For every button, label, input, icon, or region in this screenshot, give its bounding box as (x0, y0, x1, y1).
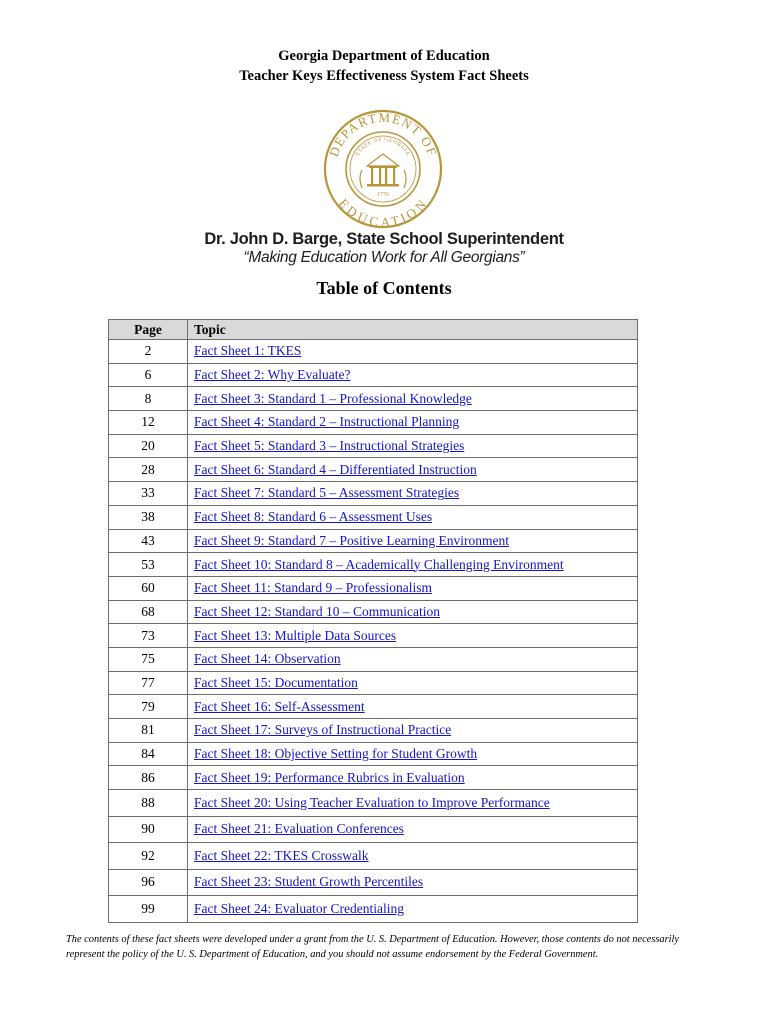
topic-cell (188, 600, 638, 624)
page-number-cell: 20 (109, 434, 188, 458)
disclaimer-text: The contents of these fact sheets were developed under a grant from the U. S. Department of Education. However, those contents do not necessarily represent the policy of the U. S. Department of Education, and you should not assume endorsement by the Federal Government. (66, 934, 680, 960)
topic-cell (188, 766, 638, 790)
table-row (109, 742, 638, 766)
toc-body (109, 340, 638, 923)
topic-link[interactable]: Fact Sheet 15: Documentation (194, 674, 358, 690)
topic-link[interactable]: Fact Sheet 14: Observation (194, 651, 341, 667)
page-number-cell: 43 (109, 529, 188, 553)
table-row (109, 529, 638, 553)
page-number-cell: 81 (109, 719, 188, 743)
topic-cell (188, 340, 638, 364)
col-header-topic: Topic (188, 320, 638, 340)
page-number-cell: 60 (109, 576, 188, 600)
toc-header-row (109, 320, 638, 340)
table-row (109, 647, 638, 671)
table-row (109, 869, 638, 896)
topic-link[interactable]: Fact Sheet 23: Student Growth Percentiles (194, 874, 424, 890)
topic-cell (188, 742, 638, 766)
topic-cell (188, 647, 638, 671)
page-number-cell: 73 (109, 624, 188, 648)
topic-link[interactable]: Fact Sheet 3: Standard 1 – Professional Knowledge (194, 390, 472, 406)
topic-link[interactable]: Fact Sheet 11: Standard 9 – Professionalism (194, 580, 432, 596)
page-number-cell: 12 (109, 411, 188, 435)
table-row (109, 600, 638, 624)
topic-cell (188, 790, 638, 817)
topic-link[interactable]: Fact Sheet 20: Using Teacher Evaluation to Improve Performance (194, 794, 550, 810)
table-row (109, 411, 638, 435)
svg-text:EDUCATION (336, 196, 430, 230)
page-number-cell: 33 (109, 482, 188, 506)
page-number-cell: 77 (109, 671, 188, 695)
topic-cell (188, 505, 638, 529)
page-number-cell: 99 (109, 896, 188, 923)
superintendent-name: Dr. John D. Barge, State School Superintendent (204, 230, 564, 248)
table-row (109, 387, 638, 411)
topic-link[interactable]: Fact Sheet 6: Standard 4 – Differentiated Instruction (194, 461, 477, 477)
page-number-cell: 68 (109, 600, 188, 624)
topic-cell (188, 529, 638, 553)
table-row (109, 505, 638, 529)
topic-cell (188, 843, 638, 870)
table-row (109, 790, 638, 817)
seal-year: 1776 (377, 192, 389, 198)
topic-link[interactable]: Fact Sheet 12: Standard 10 – Communication (194, 603, 440, 619)
topic-cell (188, 482, 638, 506)
seal-icon (322, 108, 444, 230)
table-row (109, 482, 638, 506)
topic-cell (188, 387, 638, 411)
topic-link[interactable]: Fact Sheet 1: TKES (194, 343, 302, 359)
header-line-2: Teacher Keys Effectiveness System Fact Sheets (239, 68, 529, 84)
topic-link[interactable]: Fact Sheet 17: Surveys of Instructional Practice (194, 722, 452, 738)
page-number-cell: 75 (109, 647, 188, 671)
table-row (109, 340, 638, 364)
topic-cell (188, 576, 638, 600)
page-number-cell: 2 (109, 340, 188, 364)
seal-top-text: DEPARTMENT OF (325, 109, 441, 159)
topic-cell (188, 869, 638, 896)
page-number-cell: 53 (109, 553, 188, 577)
col-header-page: Page (109, 320, 188, 340)
table-row (109, 624, 638, 648)
topic-link[interactable]: Fact Sheet 7: Standard 5 – Assessment Strategies (194, 485, 460, 501)
topic-link[interactable]: Fact Sheet 2: Why Evaluate? (194, 367, 351, 383)
topic-link[interactable]: Fact Sheet 22: TKES Crosswalk (194, 847, 369, 863)
toc-title: Table of Contents (316, 278, 452, 298)
topic-cell (188, 553, 638, 577)
header-line-1: Georgia Department of Education (278, 48, 490, 64)
table-row (109, 766, 638, 790)
topic-cell (188, 363, 638, 387)
topic-link[interactable]: Fact Sheet 24: Evaluator Credentialing (194, 900, 404, 916)
department-seal (322, 108, 444, 230)
table-row (109, 896, 638, 923)
topic-link[interactable]: Fact Sheet 5: Standard 3 – Instructional Strategies (194, 438, 465, 454)
page-number-cell: 38 (109, 505, 188, 529)
page-number-cell: 28 (109, 458, 188, 482)
table-row (109, 671, 638, 695)
page-number-cell: 84 (109, 742, 188, 766)
topic-cell (188, 624, 638, 648)
page-number-cell: 8 (109, 387, 188, 411)
page-number-cell: 6 (109, 363, 188, 387)
topic-link[interactable]: Fact Sheet 4: Standard 2 – Instructional Planning (194, 414, 460, 430)
document-header (0, 46, 768, 86)
seal-bottom-text: EDUCATION (335, 195, 431, 230)
topic-cell (188, 896, 638, 923)
topic-link[interactable]: Fact Sheet 19: Performance Rubrics in Evaluation (194, 769, 465, 785)
table-row (109, 553, 638, 577)
page-number-cell: 96 (109, 869, 188, 896)
table-row (109, 695, 638, 719)
page-number-cell: 88 (109, 790, 188, 817)
table-row (109, 843, 638, 870)
topic-cell (188, 458, 638, 482)
page-number-cell: 79 (109, 695, 188, 719)
table-row (109, 458, 638, 482)
superintendent-motto: “Making Education Work for All Georgians” (243, 249, 525, 266)
topic-link[interactable]: Fact Sheet 9: Standard 7 – Positive Learning Environment (194, 532, 509, 548)
topic-link[interactable]: Fact Sheet 16: Self-Assessment (194, 698, 365, 714)
table-row (109, 816, 638, 843)
topic-cell (188, 719, 638, 743)
topic-link[interactable]: Fact Sheet 21: Evaluation Conferences (194, 821, 404, 837)
topic-link[interactable]: Fact Sheet 18: Objective Setting for Student Growth (194, 746, 478, 762)
toc-table (108, 319, 638, 923)
topic-cell (188, 411, 638, 435)
topic-cell (188, 671, 638, 695)
topic-cell (188, 816, 638, 843)
table-row (109, 576, 638, 600)
svg-text:DEPARTMENT OF (326, 110, 440, 159)
topic-link[interactable]: Fact Sheet 10: Standard 8 – Academically Challenging Environment (194, 556, 564, 572)
topic-cell (188, 695, 638, 719)
table-row (109, 363, 638, 387)
topic-link[interactable]: Fact Sheet 8: Standard 6 – Assessment Uses (194, 509, 433, 525)
page-number-cell: 90 (109, 816, 188, 843)
page-number-cell: 92 (109, 843, 188, 870)
table-row (109, 719, 638, 743)
topic-cell (188, 434, 638, 458)
page-number-cell: 86 (109, 766, 188, 790)
seal-inner-text: STATE OF GEORGIA (355, 136, 411, 158)
table-row (109, 434, 638, 458)
topic-link[interactable]: Fact Sheet 13: Multiple Data Sources (194, 627, 397, 643)
